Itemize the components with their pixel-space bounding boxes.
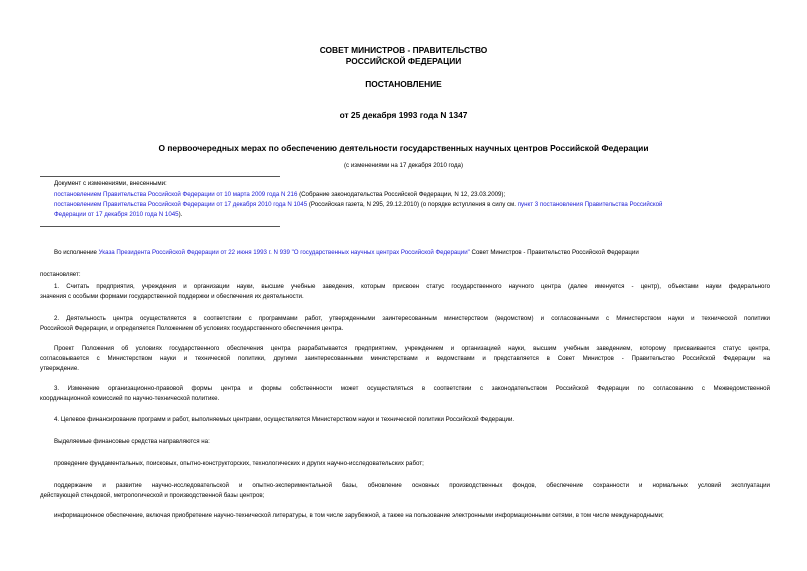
changes-intro: Документ с изменениями, внесенными: <box>54 180 167 187</box>
paragraph-7: проведение фундаментальных, поисковых, опытно-конструкторских, технологических и других научно-исследовательских работ; <box>54 460 424 467</box>
document-title: О первоочередных мерах по обеспечению деятельности государственных научных центров Российской Федерации <box>158 143 649 153</box>
date-number: от 25 декабря 1993 года N 1347 <box>339 110 468 120</box>
change-2-effect-link-part1[interactable]: пункт 3 постановления Правительства Российской <box>517 201 663 208</box>
change-2-link[interactable]: постановлением Правительства Российской Федерации от 17 декабря 2010 года N 1045 <box>54 201 308 208</box>
presidential-decree-link[interactable]: Указа Президента Российской Федерации от 22 июня 1993 г. N 939 "О государственных научных центрах Российской Федерации" <box>98 249 470 256</box>
change-2-end: ). <box>178 211 183 218</box>
change-item-2 <box>54 201 662 210</box>
change-1-source: (Собрание законодательства Российской Федерации, N 12, 23.03.2009); <box>297 191 506 198</box>
change-1-link[interactable]: постановлением Правительства Российской Федерации от 10 марта 2009 года N 216 <box>54 191 298 198</box>
paragraph-3-line-2: согласовывается с Министерством науки и технической политики, другими заинтересованными министерствами и ведомствами и представляется в Совет Министров - Правительство Российской Федерации на <box>40 355 770 362</box>
document-type: ПОСТАНОВЛЕНИЕ <box>365 79 442 89</box>
paragraph-5: 4. Целевое финансирование программ и работ, выполняемых центрами, осуществляется Министерством науки и технической политики Российской Федерации. <box>54 416 515 423</box>
change-item-2-cont <box>54 211 182 220</box>
changes-top-rule <box>40 176 280 177</box>
preamble <box>54 249 639 258</box>
preamble-end: Совет Министров - Правительство Российской Федерации <box>469 249 639 256</box>
paragraph-4-line-2: координационной комиссией по научно-технической политике. <box>40 395 220 402</box>
paragraph-8-line-1: поддержание и развитие научно-исследовательской и опытно-экспериментальной базы, обновление основных производственных фондов, обеспечение сохранности и нормальных условий эксплуатации <box>54 482 770 489</box>
change-item-1 <box>54 191 505 200</box>
resolves-label: постановляет: <box>40 271 81 278</box>
paragraph-1-line-2: значения с особыми формами государственной поддержки и обеспечения их деятельности. <box>40 293 304 300</box>
paragraph-2-line-1: 2. Деятельность центра осуществляется в соответствии с программами работ, утвержденными заинтересованным министерством (ведомством) и согласованными с Министерством науки и технической политики <box>54 315 770 322</box>
paragraph-3-line-1: Проект Положения об условиях государственного обеспечения центра разрабатывается предприятием, учреждением и организацией науки, высшим учебным заведением, которому присваивается статус центра, <box>54 345 770 352</box>
paragraph-3-line-3: утверждение. <box>40 365 79 372</box>
paragraph-1-line-1: 1. Считать предприятия, учреждения и организации науки, высшие учебные заведения, которым присвоен статус государственного научного центра (далее именуется - центр), объектами науки федерального <box>54 283 770 290</box>
change-2-source: (Российская газета, N 295, 29.12.2010) (о порядке вступления в силу см. <box>307 201 518 208</box>
paragraph-9: информационное обеспечение, включая приобретение научно-технической литературы, в том числе зарубежной, а также на пользование электронными информационными сетями, в том числе международными; <box>54 512 664 519</box>
preamble-start: Во исполнение <box>54 249 99 256</box>
paragraph-4-line-1: 3. Изменение организационно-правовой формы центра и формы собственности может осуществляться в соответствии с законодательством Российской Федерации по согласованию с Межведомственной <box>54 385 770 392</box>
change-2-effect-link-part2[interactable]: Федерации от 17 декабря 2010 года N 1045 <box>54 211 179 218</box>
changes-bottom-rule <box>40 226 280 227</box>
issuer-line-2: РОССИЙСКОЙ ФЕДЕРАЦИИ <box>345 56 462 66</box>
revision-note: (с изменениями на 17 декабря 2010 года) <box>344 162 463 169</box>
paragraph-2-line-2: Российской Федерации, и определяется Положением об условиях государственного обеспечения центра. <box>40 325 344 332</box>
paragraph-6: Выделяемые финансовые средства направляются на: <box>54 438 210 445</box>
paragraph-8-line-2: действующей стендовой, метрологической и производственной базы центров; <box>40 492 265 499</box>
issuer-line-1: СОВЕТ МИНИСТРОВ - ПРАВИТЕЛЬСТВО <box>319 45 488 55</box>
